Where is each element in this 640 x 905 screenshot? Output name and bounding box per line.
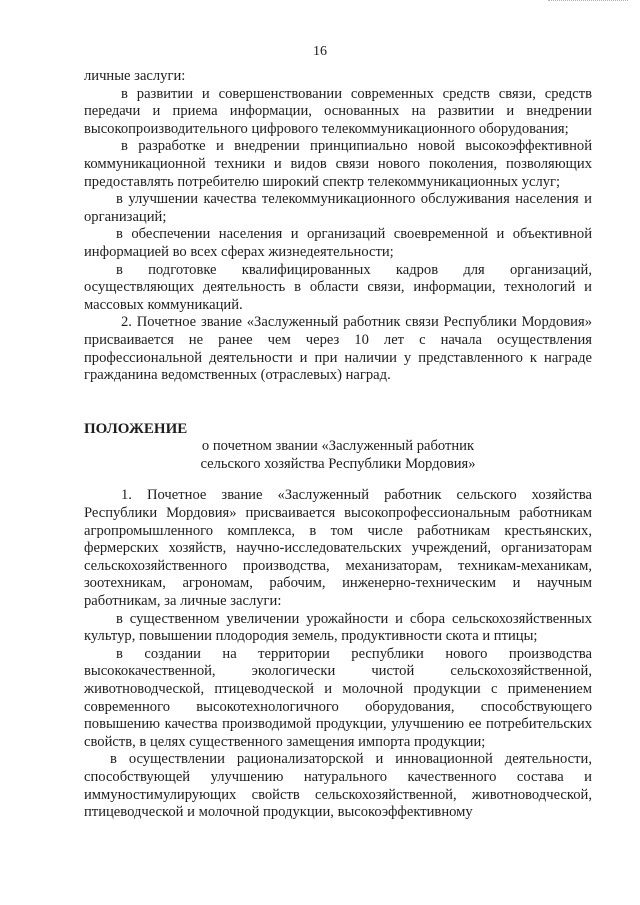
document-body bbox=[84, 68, 592, 822]
section1-item-5: в подготовке квалифицированных кадров для организаций, осуществляющих деятельность в области связи, информации, технологий и массовых коммуникаций. bbox=[84, 261, 592, 313]
section2-point-1: 1. Почетное звание «Заслуженный работник сельского хозяйства Республики Мордовия» присваивается высокопрофессиональным работникам агропромышленного комплекса, в том числе работникам крестьянских, фермерских хозяйств, научно-исследовательских учреждений, организаторам сельскохозяйственного производства, механизаторам, техникам-механикам, зоотехникам, агрономам, рабочим, инженерно-техническим и научным работникам, за личные заслуги: bbox=[84, 487, 592, 610]
top-edge-mark bbox=[548, 0, 628, 5]
section1-item-2: в разработке и внедрении принципиально новой высокоэффективной коммуникационной техники и видов связи нового поколения, позволяющих предоставлять потребителю широкий спектр телекоммуникационных услуг; bbox=[84, 138, 592, 190]
regulation-subtitle-line-1: о почетном звании «Заслуженный работник bbox=[201, 438, 475, 455]
section1-item-1: в развитии и совершенствовании современных средств связи, средств передачи и приема информации, основанных на развитии и внедрении высокопроизводительного цифрового телекоммуникационного оборудования; bbox=[84, 85, 592, 137]
section2-item-2: в создании на территории республики нового производства высококачественной, экологически чистой сельскохозяйственной, животноводческой, птицеводческой и молочной продукции с применением современного высокотехнологичного оборудования, способствующего повышению качества производимой продукции, улучшению ее потребительских свойств, в целях существенного замещения импорта продукции; bbox=[84, 645, 592, 750]
section1-point-2: 2. Почетное звание «Заслуженный работник связи Республики Мордовия» присваивается не ранее чем через 10 лет с начала осуществления профессиональной деятельности и при наличии у представленного к награде гражданина ведомственных (отраслевых) наград. bbox=[84, 314, 592, 384]
page-number: 16 bbox=[313, 44, 327, 59]
regulation-subtitle-line-2: сельского хозяйства Республики Мордовия» bbox=[200, 455, 476, 472]
section2-item-3: в осуществлении рационализаторской и инновационной деятельности, способствующей улучшению натурального качественного состава и иммуностимулирующих свойств сельскохозяйственной, животноводческой, птицеводческой и молочной продукции, высокоэффективному bbox=[84, 751, 592, 821]
section1-item-4: в обеспечении населения и организаций своевременной и объективной информацией во всех сферах жизнедеятельности; bbox=[84, 226, 592, 260]
section1-item-3: в улучшении качества телекоммуникационного обслуживания населения и организаций; bbox=[84, 191, 592, 225]
section2-item-1: в существенном увеличении урожайности и сбора сельскохозяйственных культур, повышении плодородия земель, продуктивности скота и птицы; bbox=[84, 610, 592, 645]
regulation-title: ПОЛОЖЕНИЕ bbox=[84, 420, 188, 437]
section1-intro: личные заслуги: bbox=[84, 68, 186, 84]
